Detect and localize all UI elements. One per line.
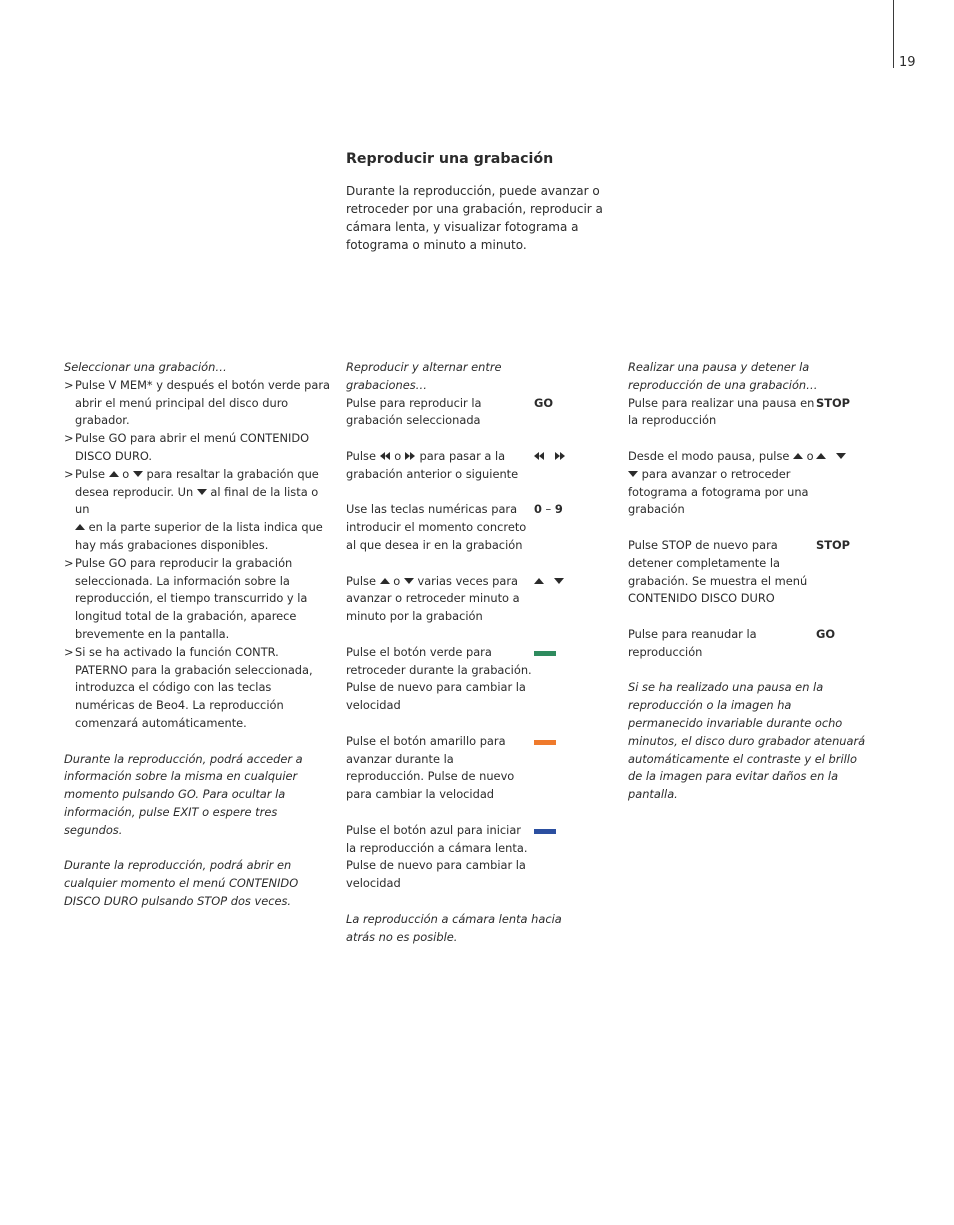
- note-text: La reproducción a cámara lenta hacia atrás no es posible.: [346, 911, 562, 944]
- arrow-down-icon: [554, 578, 564, 584]
- step-text: para resaltar la grabación que desea reproducir. Un: [75, 466, 319, 499]
- arrow-up-icon: [534, 578, 544, 584]
- yellow-button-swatch: [534, 740, 556, 745]
- instruction-row: [346, 448, 586, 484]
- instruction-row: [628, 395, 868, 431]
- arrow-down-icon: [628, 471, 638, 477]
- instruction-text: Pulse STOP de nuevo para detener completamente la grabación. Se muestra el menú CONTENIDO DISCO DURO: [628, 537, 808, 606]
- bullet-marker: >: [64, 431, 74, 446]
- key-icons: [534, 573, 564, 626]
- fast-forward-icon: [405, 452, 416, 461]
- instruction-row: [346, 733, 586, 804]
- page-title: Reproducir una grabación: [346, 151, 554, 167]
- section-heading: Reproducir y alternar entre grabaciones…: [346, 360, 502, 392]
- instruction-row: [346, 501, 586, 554]
- bullet-marker: >: [64, 555, 74, 570]
- step-text: Si se ha activado la función CONTR. PATERNO para la grabación seleccionada, introduzca el código con las teclas numéricas de Beo4. La reproducción comenzará automáticamente.: [75, 644, 313, 730]
- instruction-row: [628, 448, 868, 519]
- arrow-up-icon: [816, 453, 826, 459]
- instruction-row: [346, 573, 586, 626]
- column-pause-stop: [628, 359, 868, 804]
- intro-text: Durante la reproducción, puede avanzar o retroceder por una grabación, reproducir a cámara lenta, y visualizar fotograma a fotograma o minuto a minuto.: [346, 184, 603, 252]
- step-item: [64, 555, 332, 644]
- bullet-marker: >: [64, 377, 74, 392]
- key-label: GO: [534, 395, 554, 410]
- key-icons: [816, 448, 846, 519]
- column-play-recording: [346, 359, 586, 946]
- bullet-marker: >: [64, 644, 74, 659]
- arrow-up-icon: [380, 578, 390, 584]
- instruction-text: Pulse o para pasar a la grabación anterior o siguiente: [346, 448, 519, 481]
- note-text: Durante la reproducción, podrá acceder a información sobre la misma en cualquier momento pulsando GO. Para ocultar la información, pulse EXIT o espere tres segundos.: [64, 751, 303, 837]
- step-text: al final de la lista o un: [75, 484, 319, 517]
- arrow-down-icon: [404, 578, 414, 584]
- column-select-recording: [64, 359, 332, 911]
- instruction-row: [628, 626, 868, 662]
- instruction-row: [628, 537, 868, 608]
- step-text: para reproducir la grabación seleccionada. La información sobre la reproducción, el tiempo transcurrido y la longitud total de la grabación, aparece brevemente en la pantalla.: [75, 555, 308, 641]
- step-text: para abrir el menú CONTENIDO DISCO DURO.: [75, 431, 310, 463]
- instruction-text: Pulse el botón verde para retroceder durante la grabación. Pulse de nuevo para cambiar la velocidad: [346, 644, 532, 713]
- arrow-down-icon: [197, 489, 207, 495]
- key-label: STOP: [816, 395, 851, 410]
- instruction-row: [346, 644, 586, 715]
- instruction-text: Pulse o varias veces para avanzar o retroceder minuto a minuto por la grabación: [346, 573, 520, 624]
- key-label: GO: [108, 431, 127, 446]
- instruction-text: Pulse para realizar una pausa en la reproducción: [628, 395, 815, 428]
- instruction-row: [346, 822, 586, 893]
- key-label: 0 – 9: [534, 502, 563, 517]
- note-text: Durante la reproducción, podrá abrir en cualquier momento el menú CONTENIDO DISCO DURO pulsando STOP dos veces.: [64, 858, 299, 908]
- arrow-up-icon: [109, 471, 119, 477]
- section-heading: Realizar una pausa y detener la reproducción de una grabación…: [628, 360, 818, 392]
- page-number: 19: [899, 55, 916, 70]
- step-item: [64, 466, 332, 555]
- arrow-up-icon: [75, 524, 85, 530]
- key-label: V MEM*: [108, 377, 153, 392]
- rewind-icon: [380, 452, 391, 461]
- instruction-text: Use las teclas numéricas para introducir el momento concreto al que desea ir en la grabación: [346, 502, 527, 552]
- rewind-icon: [534, 452, 545, 461]
- step-item: [64, 430, 332, 466]
- step-text: Pulse: [75, 555, 109, 570]
- instruction-text: Desde el modo pausa, pulse o para avanzar o retroceder fotograma a fotograma por una grabación: [628, 448, 814, 517]
- blue-button-swatch: [534, 829, 556, 834]
- green-button-swatch: [534, 651, 556, 656]
- instruction-row: [346, 395, 586, 431]
- key-label: STOP: [816, 537, 851, 552]
- note-text: Si se ha realizado una pausa en la reproducción o la imagen ha permanecido invariable durante ocho minutos, el disco duro grabador atenuará automáticamente el contraste y el brillo de la imagen para evitar daños en la pantalla.: [628, 680, 866, 802]
- key-label: GO: [816, 626, 836, 641]
- step-text: Pulse: [75, 431, 109, 446]
- step-text: y después el botón verde para abrir el menú principal del disco duro grabador.: [75, 377, 330, 428]
- step-item: [64, 377, 332, 430]
- instruction-text: Pulse para reproducir la grabación seleccionada: [346, 395, 482, 428]
- step-text: en la parte superior de la lista indica que hay más grabaciones disponibles.: [75, 520, 323, 552]
- page-rule: [893, 0, 894, 68]
- instruction-text: Pulse el botón azul para iniciar la reproducción a cámara lenta. Pulse de nuevo para cambiar la velocidad: [346, 822, 528, 891]
- step-text: Pulse: [75, 377, 109, 392]
- step-text: Pulse: [75, 466, 109, 481]
- step-item: [64, 644, 332, 733]
- arrow-down-icon: [836, 453, 846, 459]
- fast-forward-icon: [555, 452, 566, 461]
- instruction-text: Pulse el botón amarillo para avanzar durante la reproducción. Pulse de nuevo para cambiar la velocidad: [346, 733, 515, 802]
- arrow-up-icon: [793, 453, 803, 459]
- instruction-text: Pulse para reanudar la reproducción: [628, 626, 757, 659]
- arrow-down-icon: [133, 471, 143, 477]
- key-icons: [534, 448, 566, 484]
- section-heading: Seleccionar una grabación…: [64, 360, 227, 374]
- step-text: o: [118, 466, 133, 481]
- bullet-marker: >: [64, 466, 74, 481]
- key-label: GO: [108, 555, 127, 570]
